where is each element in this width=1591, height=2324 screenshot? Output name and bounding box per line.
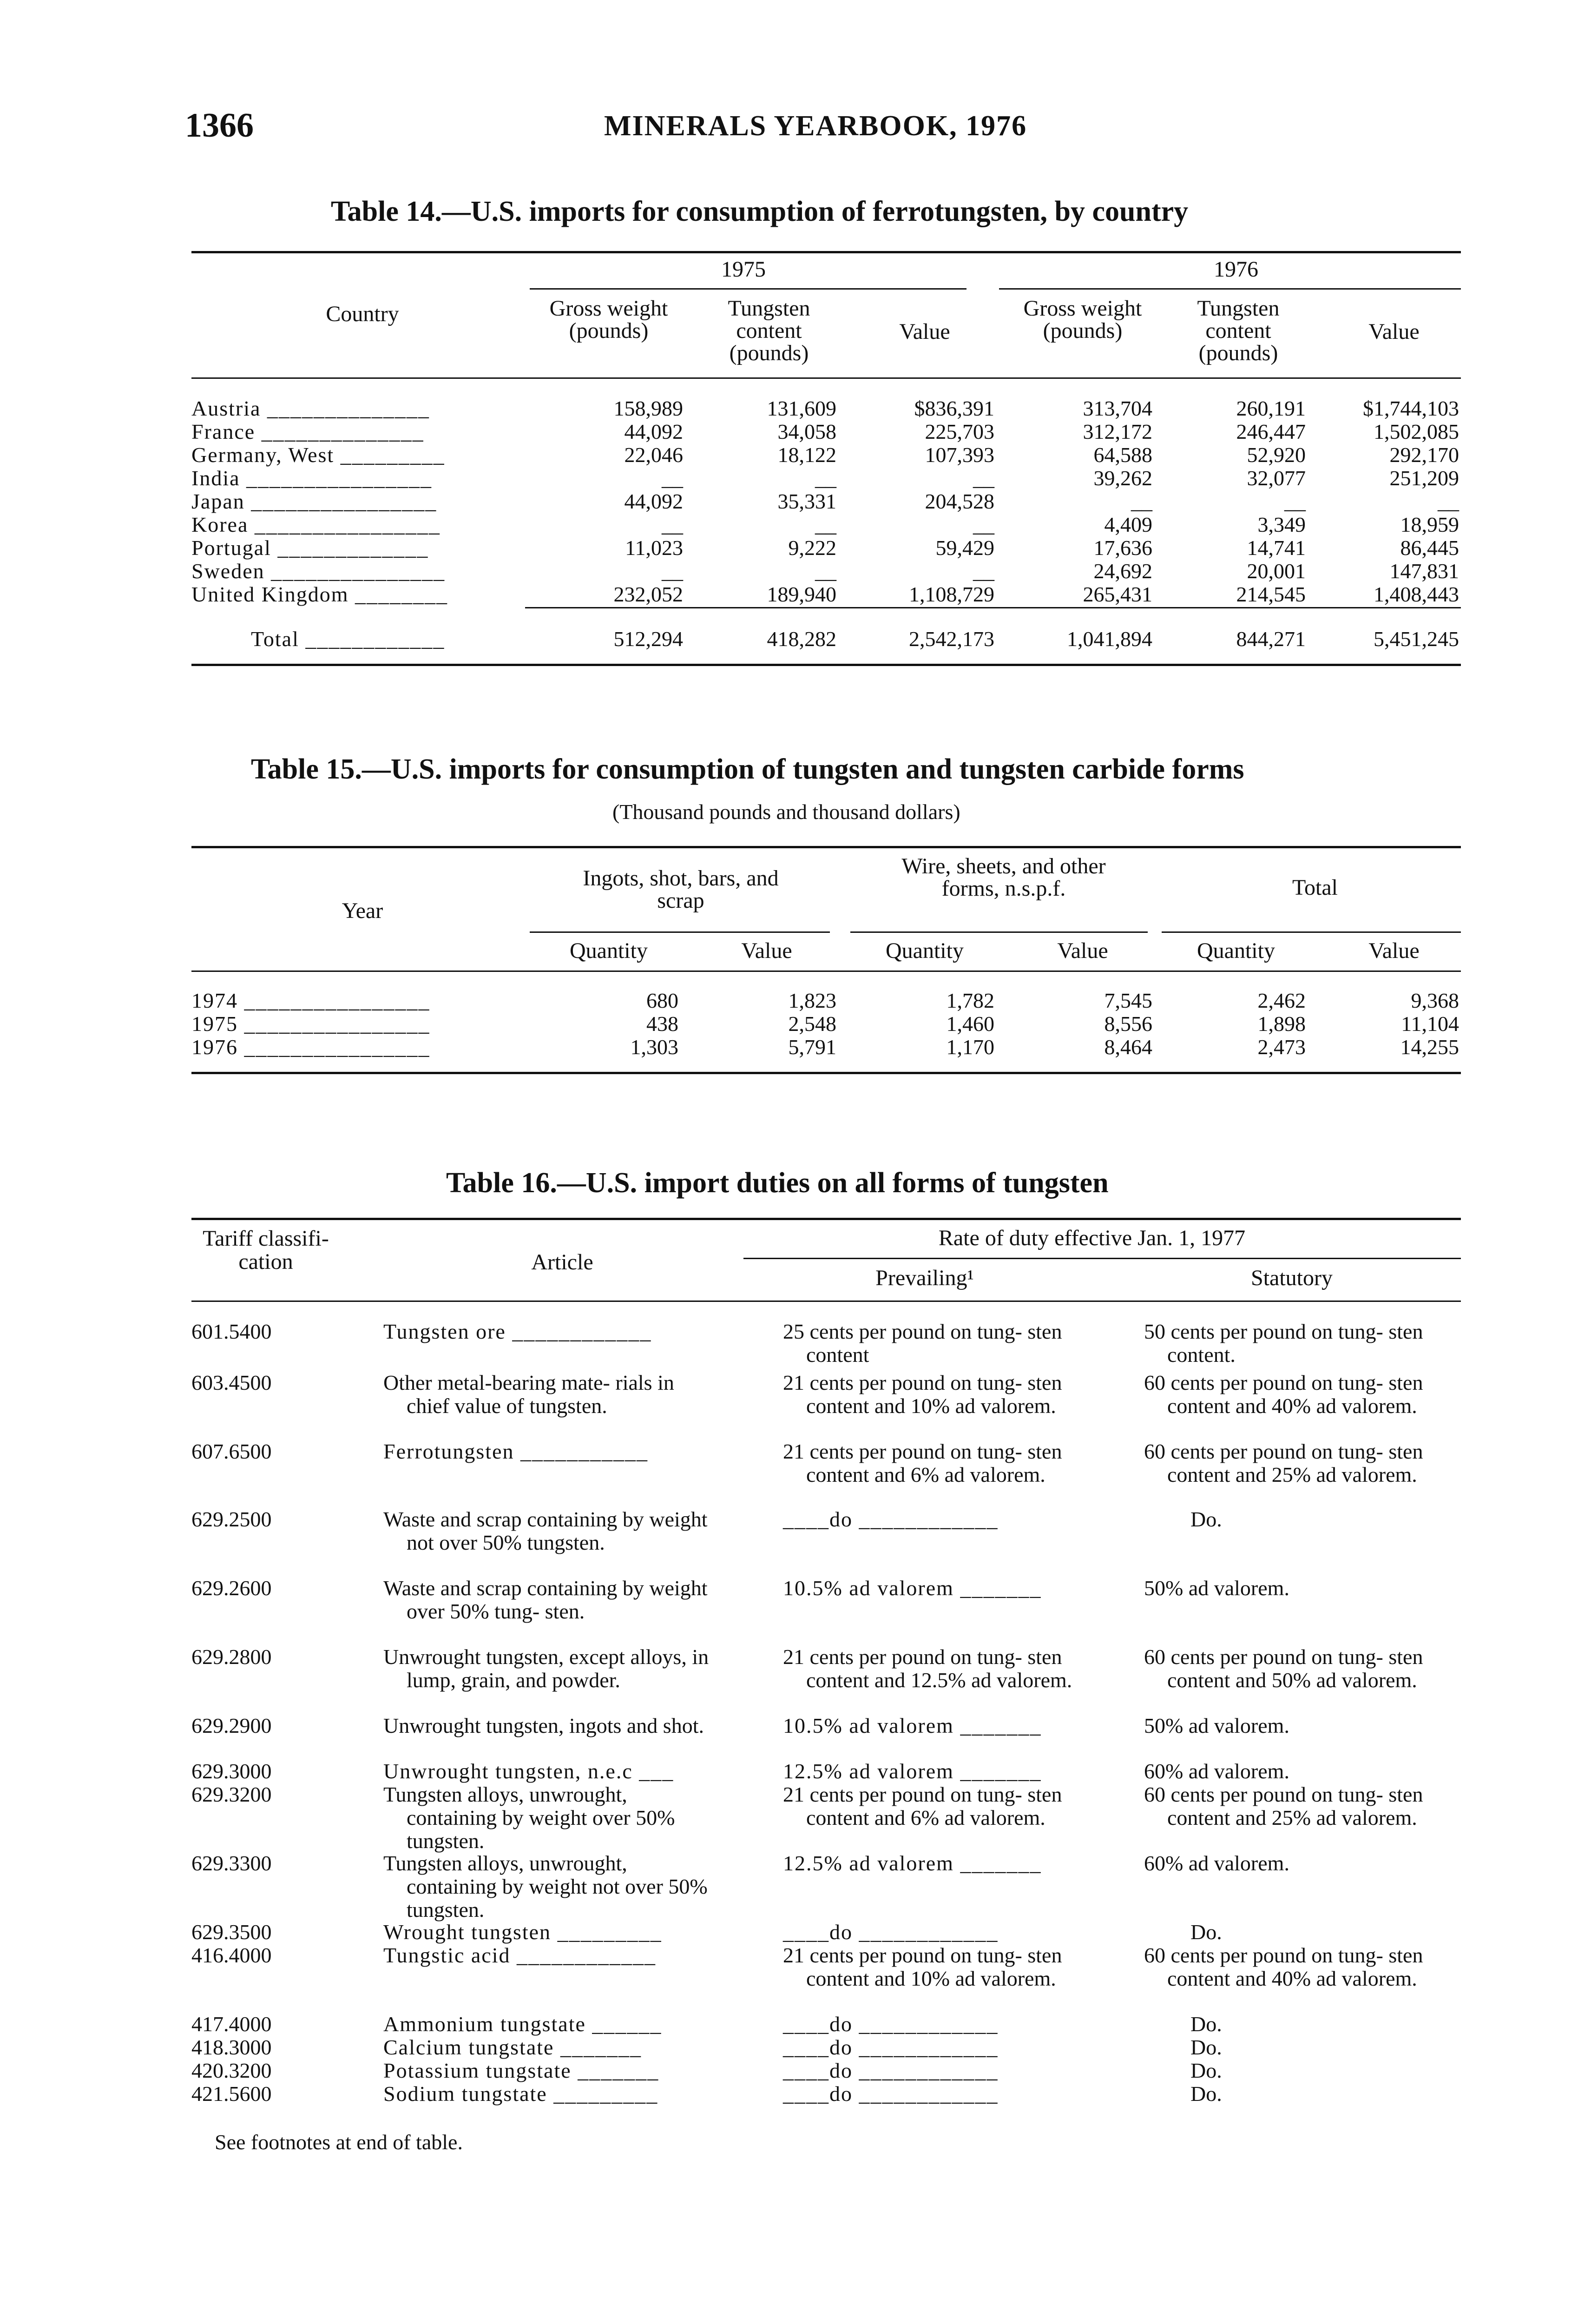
tariff-code: 629.2900 xyxy=(191,1714,272,1737)
ingots-value: 1,823 xyxy=(788,989,836,1012)
tungsten-1976: 844,271 xyxy=(1236,627,1306,651)
value-1975: __ xyxy=(973,559,994,583)
tariff-code: 417.4000 xyxy=(191,2012,272,2036)
year-label: 1975 ________________ xyxy=(191,1012,430,1036)
tungsten-1975: 18,122 xyxy=(777,443,836,467)
country-label: Japan ________________ xyxy=(191,489,437,513)
wire-quantity: 1,460 xyxy=(946,1012,994,1036)
table15-col-value: Value xyxy=(1057,938,1108,963)
tariff-code: 416.4000 xyxy=(191,1943,272,1967)
wire-value: 8,556 xyxy=(1104,1012,1152,1036)
statutory-rate: 50 cents per pound on tung- sten content. xyxy=(1144,1320,1423,1367)
prevailing-rate: 10.5% ad valorem _______ xyxy=(783,1576,1042,1600)
gross-1976: 39,262 xyxy=(1093,466,1152,490)
article: Tungsten ore ____________ xyxy=(383,1320,652,1343)
prevailing-rate: 12.5% ad valorem _______ xyxy=(783,1759,1042,1783)
ingots-quantity: 1,303 xyxy=(630,1035,678,1059)
table14-col-value-75: Value xyxy=(899,319,950,344)
article: Unwrought tungsten, except alloys, in lump, grain, and powder. xyxy=(383,1645,709,1692)
table15-col-quantity: Quantity xyxy=(1197,938,1275,963)
wire-value: 8,464 xyxy=(1104,1035,1152,1059)
gross-1976: 1,041,894 xyxy=(1067,627,1152,651)
gross-1976: __ xyxy=(1131,489,1152,513)
value-1976: $1,744,103 xyxy=(1363,396,1459,420)
table14-col-gross-75: Gross weight (pounds) xyxy=(549,296,668,343)
table15-col-quantity: Quantity xyxy=(570,938,648,963)
total-value: 9,368 xyxy=(1411,989,1459,1012)
prevailing-rate: ____do ____________ xyxy=(783,1920,999,1944)
total-value: 14,255 xyxy=(1400,1035,1459,1059)
table16-title: Table 16.—U.S. import duties on all forms of tungsten xyxy=(446,1167,1109,1199)
country-label: Austria ______________ xyxy=(191,396,430,420)
statutory-rate: 50% ad valorem. xyxy=(1144,1714,1289,1737)
table16-col-prevailing: Prevailing¹ xyxy=(875,1266,974,1290)
gross-1975: 232,052 xyxy=(613,582,683,606)
gross-1976: 265,431 xyxy=(1083,582,1152,606)
table14-col-tungsten-76: Tungsten content (pounds) xyxy=(1197,296,1280,365)
statutory-rate: 60 cents per pound on tung- sten content and 40% ad valorem. xyxy=(1144,1943,1423,1990)
tariff-code: 629.3500 xyxy=(191,1920,272,1944)
tungsten-1975: __ xyxy=(815,559,836,583)
value-1975: 1,108,729 xyxy=(909,582,994,606)
table15-col-quantity: Quantity xyxy=(886,938,964,963)
table14-col-value-76: Value xyxy=(1368,319,1420,344)
table15-group-total: Total xyxy=(1292,875,1338,900)
country-label: Sweden _______________ xyxy=(191,559,446,583)
tungsten-1976: 20,001 xyxy=(1247,559,1306,583)
statutory-rate: 60 cents per pound on tung- sten content and 50% ad valorem. xyxy=(1144,1645,1423,1692)
table16-rate-rule xyxy=(743,1258,1461,1259)
table15-col-year: Year xyxy=(342,898,383,923)
table16-header-rule xyxy=(191,1301,1461,1302)
value-1975: __ xyxy=(973,466,994,490)
article: Potassium tungstate _______ xyxy=(383,2059,659,2082)
gross-1975: __ xyxy=(662,559,683,583)
prevailing-rate: ____do ____________ xyxy=(783,2082,999,2106)
table15-title: Table 15.—U.S. imports for consumption of tungsten and tungsten carbide forms xyxy=(251,753,1244,785)
table14-year-a-rule xyxy=(530,288,966,290)
statutory-rate: Do. xyxy=(1190,2082,1222,2106)
country-label: Germany, West _________ xyxy=(191,443,445,467)
statutory-rate: 60% ad valorem. xyxy=(1144,1759,1289,1783)
value-1975: 2,542,173 xyxy=(909,627,994,651)
tariff-code: 629.2600 xyxy=(191,1576,272,1600)
table15-subtitle: (Thousand pounds and thousand dollars) xyxy=(612,800,960,824)
prevailing-rate: 21 cents per pound on tung- sten content and 10% ad valorem. xyxy=(783,1371,1062,1418)
statutory-rate: 50% ad valorem. xyxy=(1144,1576,1289,1600)
article: Calcium tungstate _______ xyxy=(383,2035,642,2059)
value-1976: 147,831 xyxy=(1389,559,1459,583)
article: Wrought tungsten _________ xyxy=(383,1920,662,1944)
statutory-rate: Do. xyxy=(1190,1920,1222,1944)
tariff-code: 629.2500 xyxy=(191,1507,272,1531)
tungsten-1976: 246,447 xyxy=(1236,420,1306,443)
tariff-code: 418.3000 xyxy=(191,2035,272,2059)
prevailing-rate: 12.5% ad valorem _______ xyxy=(783,1851,1042,1875)
country-label: France ______________ xyxy=(191,420,424,443)
article: Waste and scrap containing by weight not over 50% tungsten. xyxy=(383,1507,708,1554)
prevailing-rate: ____do ____________ xyxy=(783,2035,999,2059)
tungsten-1976: 14,741 xyxy=(1247,536,1306,560)
article: Ammonium tungstate ______ xyxy=(383,2012,662,2036)
table15-col-value: Value xyxy=(1368,938,1420,963)
tungsten-1975: 34,058 xyxy=(777,420,836,443)
wire-quantity: 1,782 xyxy=(946,989,994,1012)
value-1976: 5,451,245 xyxy=(1374,627,1459,651)
gross-1976: 64,588 xyxy=(1093,443,1152,467)
tungsten-1975: __ xyxy=(815,466,836,490)
statutory-rate: 60 cents per pound on tung- sten content and 25% ad valorem. xyxy=(1144,1783,1423,1829)
tariff-code: 629.3000 xyxy=(191,1759,272,1783)
wire-value: 7,545 xyxy=(1104,989,1152,1012)
value-1976: 292,170 xyxy=(1389,443,1459,467)
gross-1975: __ xyxy=(662,513,683,536)
running-title: MINERALS YEARBOOK, 1976 xyxy=(604,110,1027,142)
statutory-rate: Do. xyxy=(1190,2059,1222,2082)
statutory-rate: 60% ad valorem. xyxy=(1144,1851,1289,1875)
value-1975: $836,391 xyxy=(914,396,994,420)
table14-year-b-rule xyxy=(999,288,1461,290)
tariff-code: 607.6500 xyxy=(191,1439,272,1463)
tungsten-1975: __ xyxy=(815,513,836,536)
statutory-rate: 60 cents per pound on tung- sten content and 25% ad valorem. xyxy=(1144,1439,1423,1486)
tariff-code: 629.3300 xyxy=(191,1851,272,1875)
table15-bottom-rule xyxy=(191,1072,1461,1074)
tungsten-1976: 3,349 xyxy=(1257,513,1306,536)
table14-year-b: 1976 xyxy=(1214,257,1258,282)
table15-group-ingots: Ingots, shot, bars, and scrap xyxy=(583,866,779,913)
article: Other metal-bearing mate- rials in chief value of tungsten. xyxy=(383,1371,674,1418)
table15-header-rule xyxy=(191,971,1461,972)
table16-col-tariff: Tariff classifi- cation xyxy=(203,1226,329,1274)
gross-1976: 17,636 xyxy=(1093,536,1152,560)
table16-top-rule xyxy=(191,1218,1461,1220)
tungsten-1976: 52,920 xyxy=(1247,443,1306,467)
country-label: India ________________ xyxy=(191,466,433,490)
value-1976: __ xyxy=(1438,489,1459,513)
total-quantity: 2,462 xyxy=(1257,989,1306,1012)
value-1976: 1,502,085 xyxy=(1374,420,1459,443)
prevailing-rate: 25 cents per pound on tung- sten content xyxy=(783,1320,1062,1367)
article: Sodium tungstate _________ xyxy=(383,2082,658,2106)
year-label: 1974 ________________ xyxy=(191,989,430,1012)
ingots-quantity: 680 xyxy=(646,989,678,1012)
gross-1975: 22,046 xyxy=(624,443,683,467)
ingots-quantity: 438 xyxy=(646,1012,678,1036)
article: Unwrought tungsten, ingots and shot. xyxy=(383,1714,704,1737)
tariff-code: 421.5600 xyxy=(191,2082,272,2106)
total-quantity: 1,898 xyxy=(1257,1012,1306,1036)
prevailing-rate: ____do ____________ xyxy=(783,1507,999,1531)
gross-1975: __ xyxy=(662,466,683,490)
statutory-rate: Do. xyxy=(1190,2012,1222,2036)
statutory-rate: 60 cents per pound on tung- sten content and 40% ad valorem. xyxy=(1144,1371,1423,1418)
gross-1975: 512,294 xyxy=(613,627,683,651)
table16-col-statutory: Statutory xyxy=(1251,1266,1333,1290)
tungsten-1975: 189,940 xyxy=(767,582,836,606)
page-number: 1366 xyxy=(185,106,254,145)
table14-header-rule xyxy=(191,377,1461,379)
table14-col-country: Country xyxy=(326,302,399,326)
footnote-reference: See footnotes at end of table. xyxy=(215,2130,463,2154)
table16-col-article: Article xyxy=(531,1250,593,1274)
tungsten-1975: 35,331 xyxy=(777,489,836,513)
value-1975: 59,429 xyxy=(935,536,994,560)
value-1975: __ xyxy=(973,513,994,536)
value-1976: 1,408,443 xyxy=(1374,582,1459,606)
tariff-code: 629.2800 xyxy=(191,1645,272,1669)
country-label: United Kingdom ________ xyxy=(191,582,448,606)
value-1976: 86,445 xyxy=(1400,536,1459,560)
table15-group-wire: Wire, sheets, and other forms, n.s.p.f. xyxy=(901,854,1106,901)
tungsten-1975: 418,282 xyxy=(767,627,836,651)
tungsten-1975: 131,609 xyxy=(767,396,836,420)
gross-1976: 24,692 xyxy=(1093,559,1152,583)
table14-col-gross-76: Gross weight (pounds) xyxy=(1023,296,1142,343)
statutory-rate: Do. xyxy=(1190,1507,1222,1531)
wire-quantity: 1,170 xyxy=(946,1035,994,1059)
gross-1975: 158,989 xyxy=(613,396,683,420)
country-label: Korea ________________ xyxy=(191,513,440,536)
country-label: Portugal _____________ xyxy=(191,536,429,560)
table14-col-tungsten-75: Tungsten content (pounds) xyxy=(728,296,810,365)
prevailing-rate: 21 cents per pound on tung- sten content and 6% ad valorem. xyxy=(783,1783,1062,1829)
table15-group1-rule xyxy=(530,931,830,933)
gross-1975: 44,092 xyxy=(624,489,683,513)
table15-group3-rule xyxy=(1162,931,1461,933)
ingots-value: 5,791 xyxy=(788,1035,836,1059)
year-label: 1976 ________________ xyxy=(191,1035,430,1059)
table14-top-rule xyxy=(191,251,1461,253)
value-1976: 18,959 xyxy=(1400,513,1459,536)
table15-col-value: Value xyxy=(741,938,792,963)
table14-title: Table 14.—U.S. imports for consumption of ferrotungsten, by country xyxy=(331,196,1189,227)
gross-1976: 312,172 xyxy=(1083,420,1152,443)
gross-1975: 11,023 xyxy=(625,536,683,560)
prevailing-rate: 21 cents per pound on tung- sten content and 12.5% ad valorem. xyxy=(783,1645,1072,1692)
table14-bottom-rule xyxy=(191,664,1461,666)
article: Unwrought tungsten, n.e.c ___ xyxy=(383,1759,674,1783)
tungsten-1976: 260,191 xyxy=(1236,396,1306,420)
article: Tungstic acid ____________ xyxy=(383,1943,656,1967)
table16-col-rate: Rate of duty effective Jan. 1, 1977 xyxy=(938,1226,1246,1250)
value-1976: 251,209 xyxy=(1389,466,1459,490)
total-quantity: 2,473 xyxy=(1257,1035,1306,1059)
tariff-code: 629.3200 xyxy=(191,1783,272,1806)
value-1975: 204,528 xyxy=(925,489,994,513)
gross-1976: 313,704 xyxy=(1083,396,1152,420)
article: Tungsten alloys, unwrought, containing by weight over 50% tungsten. xyxy=(383,1783,675,1853)
ingots-value: 2,548 xyxy=(788,1012,836,1036)
value-1975: 225,703 xyxy=(925,420,994,443)
prevailing-rate: ____do ____________ xyxy=(783,2012,999,2036)
article: Waste and scrap containing by weight over 50% tung- sten. xyxy=(383,1576,708,1623)
table14-sum-rule xyxy=(525,607,1461,608)
tungsten-1976: 32,077 xyxy=(1247,466,1306,490)
value-1975: 107,393 xyxy=(925,443,994,467)
gross-1975: 44,092 xyxy=(624,420,683,443)
prevailing-rate: ____do ____________ xyxy=(783,2059,999,2082)
article: Ferrotungsten ___________ xyxy=(383,1439,649,1463)
tariff-code: 420.3200 xyxy=(191,2059,272,2082)
tungsten-1976: 214,545 xyxy=(1236,582,1306,606)
tariff-code: 603.4500 xyxy=(191,1371,272,1394)
prevailing-rate: 21 cents per pound on tung- sten content and 6% ad valorem. xyxy=(783,1439,1062,1486)
table15-top-rule xyxy=(191,846,1461,848)
tungsten-1976: __ xyxy=(1284,489,1306,513)
statutory-rate: Do. xyxy=(1190,2035,1222,2059)
table14-year-a: 1975 xyxy=(721,257,766,282)
prevailing-rate: 21 cents per pound on tung- sten content and 10% ad valorem. xyxy=(783,1943,1062,1990)
tungsten-1975: 9,222 xyxy=(788,536,836,560)
total-value: 11,104 xyxy=(1401,1012,1459,1036)
table15-group2-rule xyxy=(850,931,1148,933)
article: Tungsten alloys, unwrought, containing by weight not over 50% tungsten. xyxy=(383,1851,708,1921)
prevailing-rate: 10.5% ad valorem _______ xyxy=(783,1714,1042,1737)
gross-1976: 4,409 xyxy=(1104,513,1152,536)
total-label: Total ____________ xyxy=(251,627,445,651)
tariff-code: 601.5400 xyxy=(191,1320,272,1343)
